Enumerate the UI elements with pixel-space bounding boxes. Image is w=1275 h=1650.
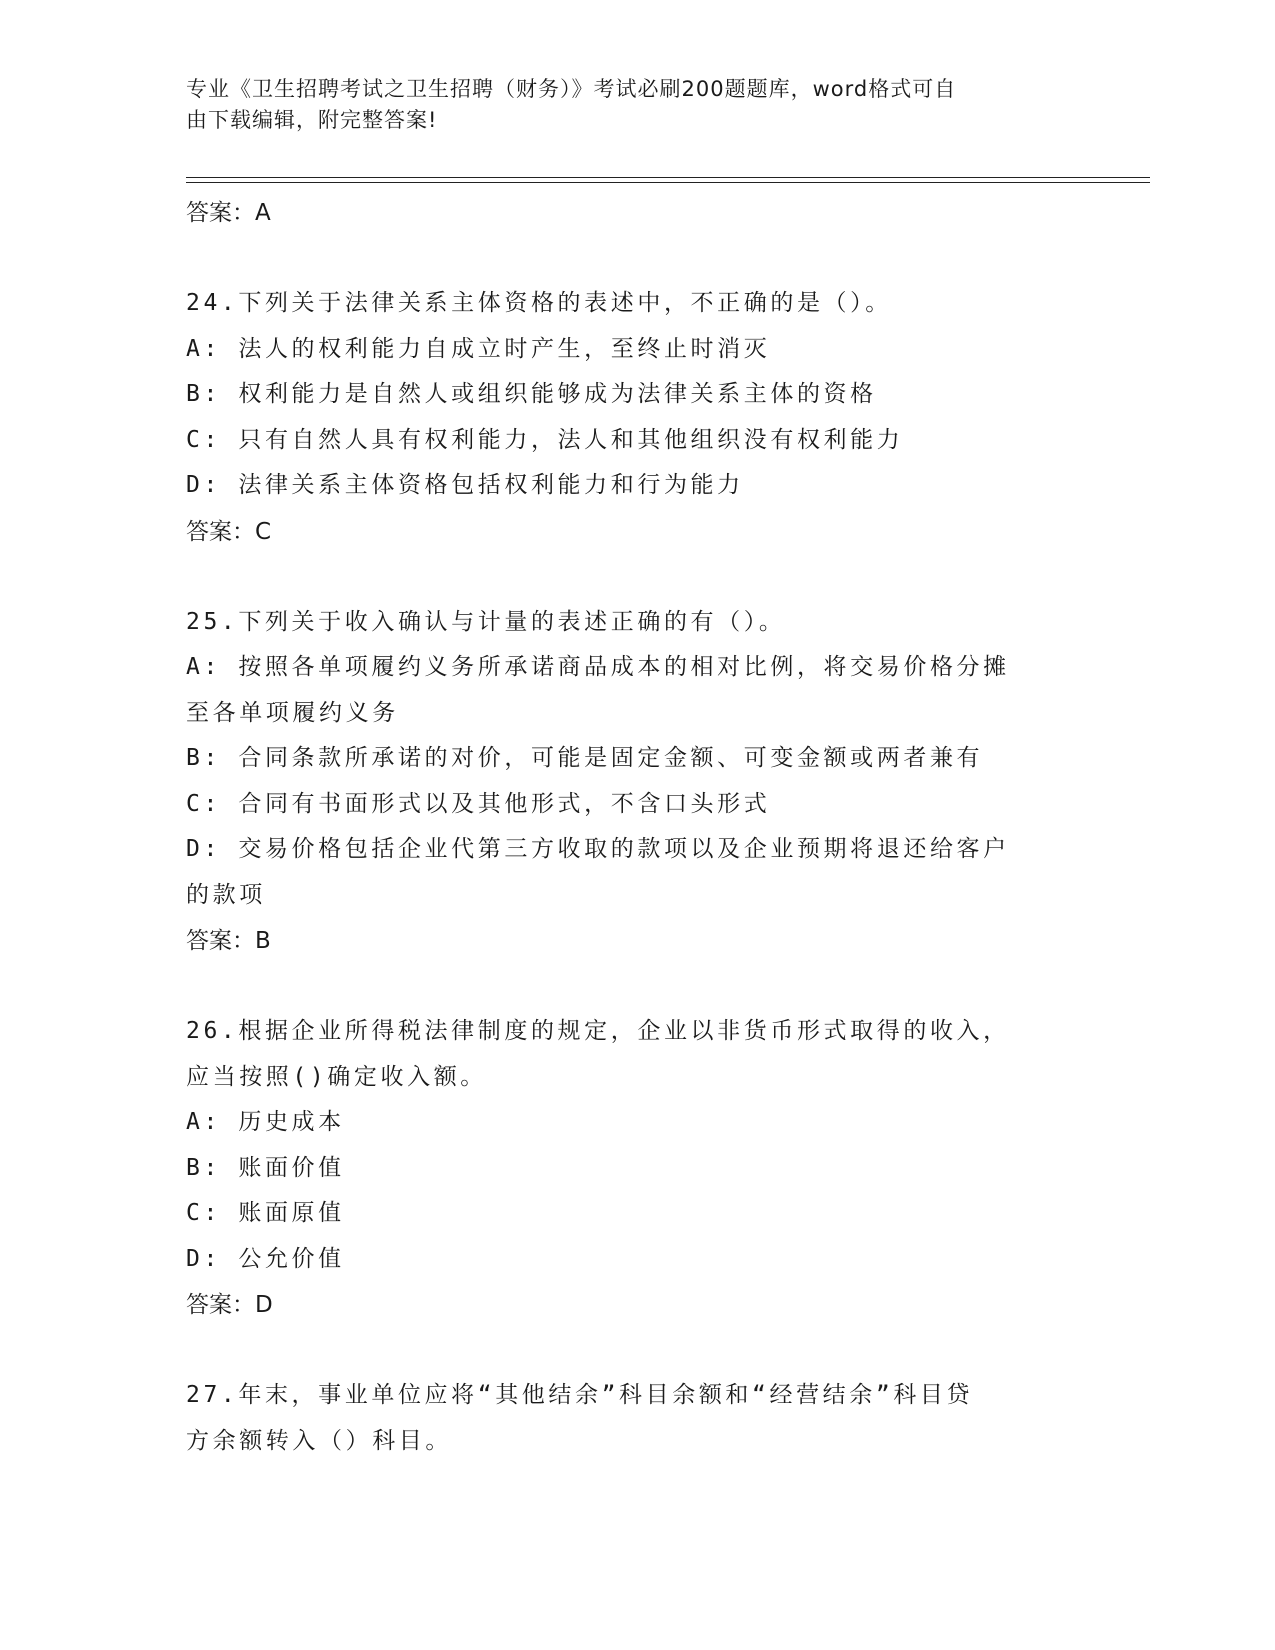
question-spacer — [186, 236, 1086, 281]
question-option: D: 交易价格包括企业代第三方收取的款项以及企业预期将退还给客户 — [186, 836, 1010, 862]
header-divider-top — [186, 177, 1150, 178]
question-block — [186, 1373, 1086, 1464]
question-option: B: 权利能力是自然人或组织能够成为法律关系主体的资格 — [186, 381, 877, 407]
question-stem: 27.年末，事业单位应将“其他结余”科目余额和“经营结余”科目贷 — [186, 1382, 974, 1408]
question-block — [186, 281, 1086, 555]
question-option: D: 公允价值 — [186, 1245, 345, 1272]
question-option: A: 按照各单项履约义务所承诺商品成本的相对比例，将交易价格分摊 — [186, 654, 1010, 680]
question-option: A: 法人的权利能力自成立时产生，至终止时消灭 — [186, 335, 771, 362]
question-option: 至各单项履约义务 — [186, 699, 399, 726]
answer-line: 答案：A — [186, 200, 271, 226]
question-stem: 25.下列关于收入确认与计量的表述正确的有（）。 — [186, 608, 786, 635]
document-header — [186, 74, 1066, 136]
question-option: B: 账面价值 — [186, 1154, 345, 1181]
question-option: A: 历史成本 — [186, 1109, 345, 1135]
answer-line: 答案：B — [186, 928, 271, 954]
question-stem: 方余额转入（）科目。 — [186, 1427, 452, 1454]
question-option: C: 合同有书面形式以及其他形式，不含口头形式 — [186, 790, 771, 817]
answer-line: 答案：D — [186, 1292, 273, 1318]
question-spacer — [186, 555, 1086, 600]
header-line-2: 由下载编辑，附完整答案! — [186, 108, 438, 132]
question-spacer — [186, 1328, 1086, 1373]
question-stem: 应当按照()确定收入额。 — [186, 1063, 487, 1090]
question-stem: 26.根据企业所得税法律制度的规定，企业以非货币形式取得的收入， — [186, 1018, 1010, 1044]
question-option: C: 账面原值 — [186, 1200, 345, 1226]
header-line-1: 专业《卫生招聘考试之卫生招聘（财务）》考试必刷200题题库，word格式可自 — [186, 77, 957, 101]
question-spacer — [186, 964, 1086, 1009]
question-option: C: 只有自然人具有权利能力，法人和其他组织没有权利能力 — [186, 426, 904, 453]
question-block — [186, 600, 1086, 965]
question-stem: 24.下列关于法律关系主体资格的表述中，不正确的是（）。 — [186, 290, 892, 316]
question-option: D: 法律关系主体资格包括权利能力和行为能力 — [186, 472, 744, 498]
question-block — [186, 1009, 1086, 1328]
question-list — [186, 190, 1086, 1464]
header-divider-bottom — [186, 182, 1150, 183]
question-option: 的款项 — [186, 881, 266, 908]
answer-line: 答案：C — [186, 518, 272, 545]
question-option: B: 合同条款所承诺的对价，可能是固定金额、可变金额或两者兼有 — [186, 745, 984, 771]
